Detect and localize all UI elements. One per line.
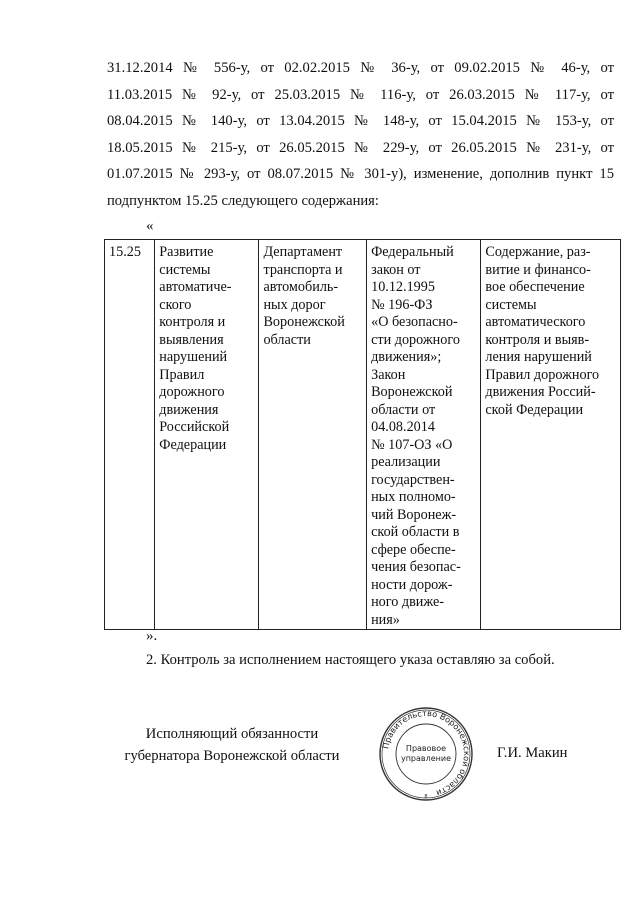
cell-number (105, 240, 155, 630)
subitem-number: 15.25 (109, 244, 141, 260)
stamp-center-line-1: Правовое (405, 744, 447, 753)
table-row (105, 240, 621, 630)
signatory-title: Исполняющий обязанности губернатора Воронежской области (124, 726, 340, 764)
stamp-center-line-2: управление (400, 754, 452, 763)
opening-quote: « (146, 218, 154, 234)
stamp-bottom-mark: 8 (424, 794, 428, 800)
signatory-name: Г.И. Макин (497, 745, 568, 761)
subitem-content: Содержание, раз- витие и финансо- вое обеспечение системы автоматического контроля и выяв- ления нарушений Правил дорожного движения Россий- ской Федерации (485, 244, 600, 418)
legal-basis: Федеральный закон от 10.12.1995 № 196-ФЗ «О безопасно- сти дорожного движения»; Закон Воронежской области от 04.08.2014 № 107-ОЗ «О реализации государствен- ных полномо- чий Воронеж- ской области в сфере обеспе- чения безопас- ности дорож- ного движе- ния» (371, 244, 461, 628)
paragraph-line: 31.12.2014 № 556-у, от 02.02.2015 № 36-у, от 09.02.2015 № 46-у, от (107, 60, 614, 76)
paragraph-line: 18.05.2015 № 215-у, от 26.05.2015 № 229-у, от 26.05.2015 № 231-у, от (107, 139, 614, 156)
amendment-paragraph (107, 55, 614, 214)
subitem-table (104, 239, 621, 630)
item-2-text: 2. Контроль за исполнением настоящего указа оставляю за собой. (146, 652, 555, 668)
paragraph-line: подпунктом 15.25 следующего содержания: (107, 192, 379, 209)
paragraph-line: 11.03.2015 № 92-у, от 25.03.2015 № 116-у, от 26.03.2015 № 117-у, от (107, 86, 614, 103)
cell-name (155, 240, 259, 630)
stamp-ring-text: Правительство Воронежской области (380, 707, 473, 799)
subitem-name: Развитие системы автоматиче- ского контроля и выявления нарушений Правил дорожного движения Российской Федерации (159, 244, 232, 453)
closing-quote: ». (146, 628, 158, 644)
official-stamp-seal (376, 706, 476, 802)
cell-responsible (259, 240, 367, 630)
paragraph-line: 01.07.2015 № 293-у, от 08.07.2015 № 301-у), изменение, дополнив пункт 15 (107, 166, 614, 182)
cell-content (481, 240, 621, 630)
paragraph-line: 08.04.2015 № 140-у, от 13.04.2015 № 148-у, от 15.04.2015 № 153-у, от (107, 113, 614, 129)
responsible-body: Департамент транспорта и автомобиль- ных дорог Воронежской области (263, 244, 345, 348)
cell-basis (367, 240, 481, 630)
